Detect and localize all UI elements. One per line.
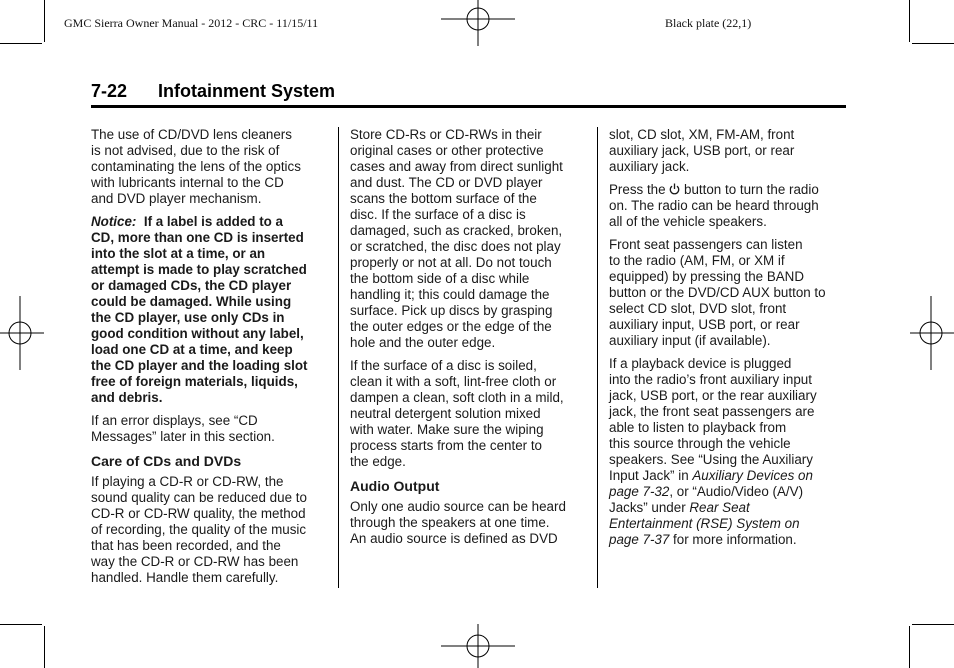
paragraph: Only one audio source can be heard through the speakers at one time. An audio source is defined as DVD [350, 499, 566, 546]
paragraph: Store CD-Rs or CD-RWs in their original cases or other protective cases and away from direct sunlight and dust. The CD or DVD player scans the bottom surface of the disc. If the surface of a disc is damaged, such as cracked, broken, or scratched, the disc does not play properly or not at all. Do not touch the bottom side of a disc while handling it; this could damage the surface. Pick up discs by grasping the outer edges or the edge of the hole and the outer edge. [350, 127, 563, 350]
crop-mark [0, 43, 42, 44]
column-3 [609, 127, 849, 555]
power-icon [669, 183, 680, 195]
paragraph: If an error displays, see “CD Messages” later in this section. [91, 413, 275, 444]
registration-mark-icon [441, 624, 515, 668]
registration-mark-icon [441, 0, 515, 46]
registration-mark-icon [910, 296, 954, 370]
notice-label: Notice: [91, 214, 137, 229]
paragraph: slot, CD slot, XM, FM-AM, front auxiliary jack, USB port, or rear auxiliary jack. [609, 127, 795, 174]
section-heading: Care of CDs and DVDs [91, 453, 242, 469]
page-reference: page 7-37 [609, 532, 670, 547]
crop-mark [912, 624, 954, 625]
crop-mark [912, 43, 954, 44]
cross-reference: Entertainment (RSE) System on [609, 516, 800, 531]
column-rule [338, 127, 339, 588]
slug-left: GMC Sierra Owner Manual - 2012 - CRC - 11/15/11 [64, 16, 319, 30]
notice-paragraph: Notice: If a label is added to a CD, more than one CD is inserted into the slot at a time, or an attempt is made to play scratched or damaged CDs, the CD player could be damaged. While using the CD player, use only CDs in good condition without any label, load one CD at a time, and keep the CD player and the loading slot free of foreign materials, liquids, and debris. [91, 214, 308, 405]
slug-right: Black plate (22,1) [665, 16, 752, 30]
page-number: 7-22 [91, 81, 128, 101]
running-head [91, 81, 846, 108]
crop-mark [44, 626, 45, 668]
column-1 [91, 127, 331, 593]
registration-mark-icon [0, 296, 44, 370]
crop-mark [0, 624, 42, 625]
page-reference: page 7-32 [609, 484, 670, 499]
cross-reference: Rear Seat [689, 500, 750, 515]
paragraph: If a playback device is plugged into the radio’s front auxiliary input jack, USB port, or the rear auxiliary jack, the front seat passengers are able to listen to playback from this source through the vehicle speakers. See “Using the Auxiliary Input Jack” in Auxiliary Devices on page 7-32, or “Audio/Video (A/V) Jacks” under Rear Seat Entertainment (RSE) System on page 7-37 for more information. [609, 356, 849, 548]
crop-mark [44, 0, 45, 42]
column-2 [350, 127, 592, 554]
section-heading: Audio Output [350, 478, 440, 494]
crop-mark [909, 0, 910, 42]
paragraph: If playing a CD-R or CD-RW, the sound quality can be reduced due to CD-R or CD-RW quality, the method of recording, the quality of the music that has been recorded, and the way the CD-R or CD-RW has been handled. Handle them carefully. [91, 474, 307, 585]
crop-mark [909, 626, 910, 668]
paragraph: Front seat passengers can listen to the radio (AM, FM, or XM if equipped) by pressing the BAND button or the DVD/CD AUX button to select CD slot, DVD slot, front auxiliary input, USB port, or rear auxiliary input (if available). [609, 237, 826, 348]
paragraph: If the surface of a disc is soiled, clean it with a soft, lint-free cloth or dampen a clean, soft cloth in a mild, neutral detergent solution mixed with water. Make sure the wiping process starts from the center to the edge. [350, 358, 564, 469]
cross-reference: Auxiliary Devices on [692, 468, 813, 483]
column-rule [597, 127, 598, 588]
paragraph: Press the button to turn the radio on. The radio can be heard through all of the vehicle speakers. [609, 182, 819, 229]
paragraph: The use of CD/DVD lens cleaners is not advised, due to the risk of contaminating the lens of the optics with lubricants internal to the CD and DVD player mechanism. [91, 127, 301, 206]
section-title: Infotainment System [158, 81, 336, 101]
